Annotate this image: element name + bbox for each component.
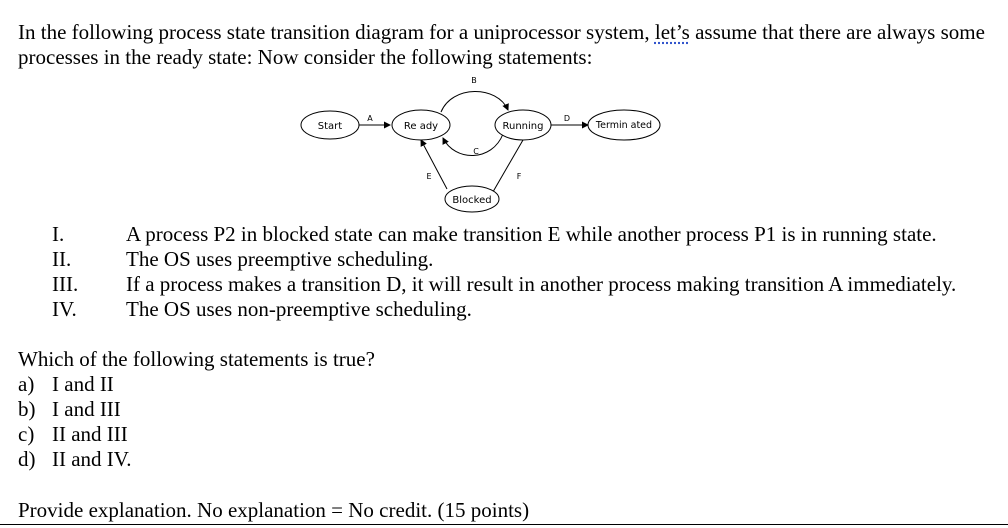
answer-option	[18, 397, 121, 422]
intro-text-after: assume that there are always some processes in the ready state: Now consider the following statements:	[18, 20, 985, 69]
answer-option	[18, 422, 128, 447]
state-running-label: Running	[502, 121, 544, 132]
transition-a-label: A	[367, 114, 373, 123]
statement-number: III.	[52, 272, 79, 296]
transition-b-label: B	[471, 76, 477, 85]
statement-text: A process P2 in blocked state can make transition E while another process P1 is in running state.	[126, 222, 937, 246]
state-terminated	[588, 110, 660, 140]
question-prompt: Which of the following statements is true?	[18, 347, 375, 371]
state-start	[301, 111, 359, 139]
statement-item	[0, 272, 1008, 297]
state-running	[495, 110, 551, 140]
state-terminated-label: Termin ated	[595, 120, 653, 131]
state-ready	[392, 110, 450, 140]
bottom-rule	[0, 524, 1008, 525]
transition-e-label: E	[426, 172, 432, 181]
transition-e-arrow	[421, 140, 447, 189]
statement-text: If a process makes a transition D, it will result in another process making transition A immediately.	[126, 272, 957, 296]
grading-note: Provide explanation. No explanation = No credit. (15 points)	[18, 498, 530, 522]
statement-number: IV.	[52, 297, 77, 321]
statement-item	[0, 297, 1008, 322]
option-letter: d)	[18, 447, 36, 471]
state-blocked-label: Blocked	[452, 195, 492, 206]
statement-text: The OS uses preemptive scheduling.	[126, 247, 434, 271]
intro-squiggled-word: let’s	[654, 20, 690, 44]
option-letter: b)	[18, 397, 36, 421]
transition-c-label: C	[473, 147, 479, 156]
answer-option	[18, 447, 132, 472]
statement-item	[0, 247, 1008, 272]
statement-text: The OS uses non-preemptive scheduling.	[126, 297, 472, 321]
statement-number: I.	[52, 222, 65, 246]
transition-f-label: F	[516, 172, 522, 181]
option-text: II and IV.	[52, 447, 132, 471]
transition-f-arrow	[490, 140, 523, 197]
state-ready-label: Re ady	[403, 121, 439, 132]
transition-b-arrow	[441, 91, 508, 112]
transition-d-label: D	[563, 114, 571, 123]
option-text: I and III	[52, 397, 121, 421]
statement-number: II.	[52, 247, 72, 271]
option-text: I and II	[52, 372, 114, 396]
answer-option	[18, 372, 114, 397]
state-start-label: Start	[317, 121, 343, 132]
state-transition-diagram	[0, 0, 1008, 215]
intro-text-before: In the following process state transition diagram for a uniprocessor system,	[18, 20, 655, 44]
state-blocked	[445, 186, 499, 212]
statement-item	[0, 222, 1008, 247]
option-letter: c)	[18, 422, 35, 446]
option-text: II and III	[52, 422, 128, 446]
option-letter: a)	[18, 372, 35, 396]
